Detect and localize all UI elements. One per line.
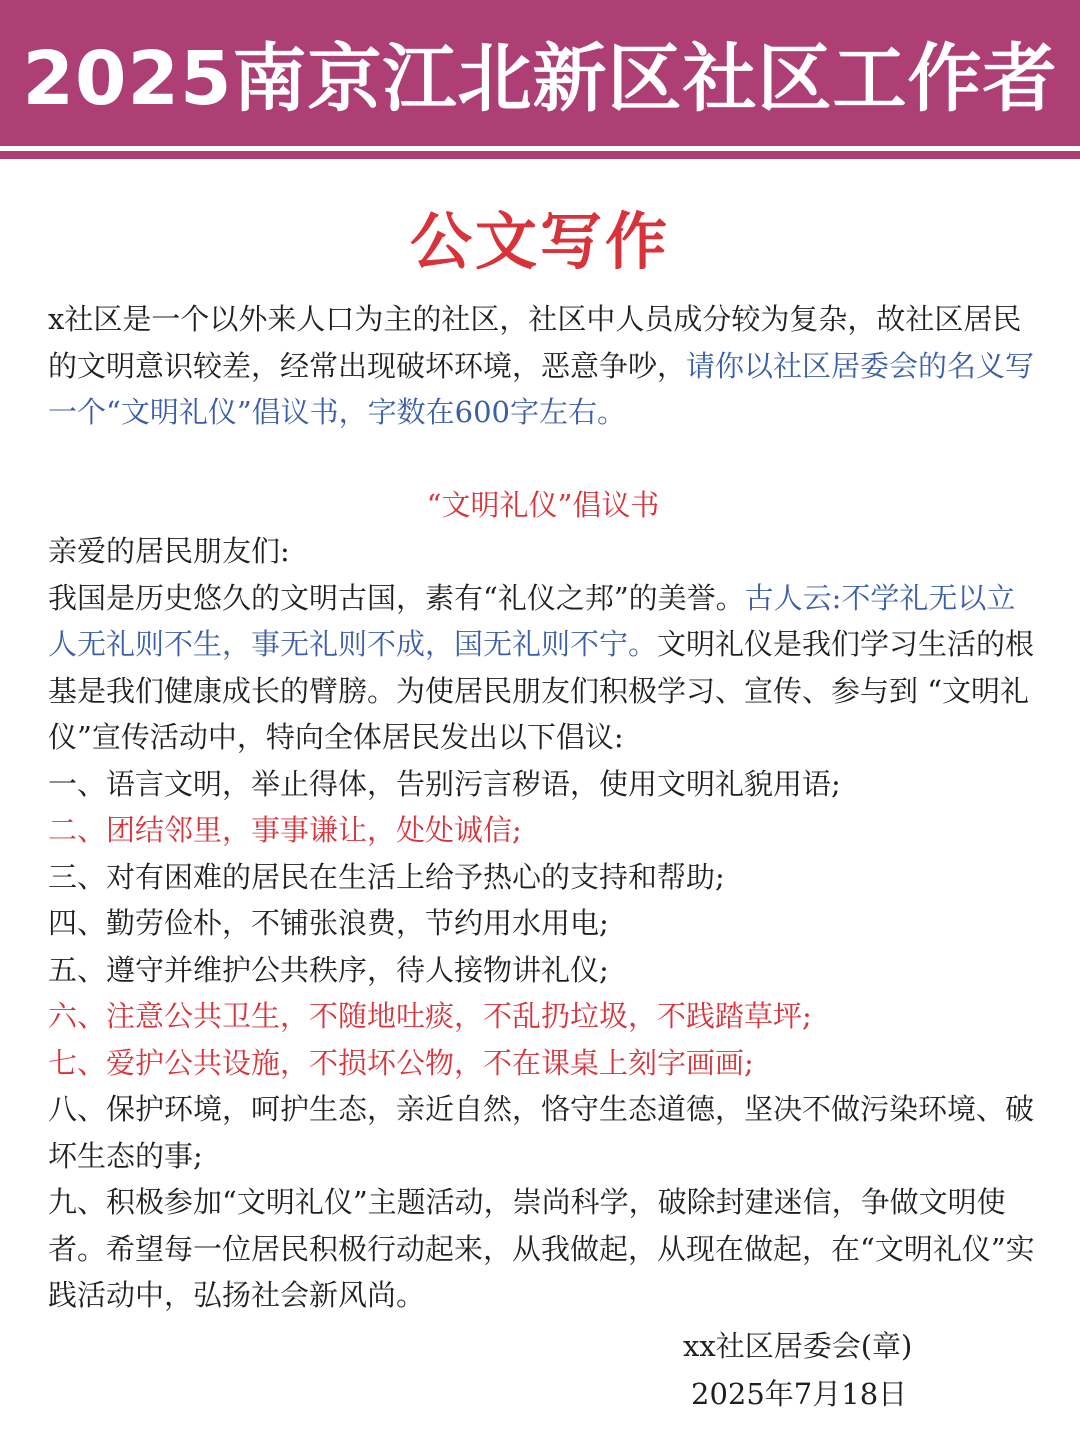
list-item: 二、团结邻里，事事谦让，处处诚信; xyxy=(48,813,522,847)
intro-quote: 古人云:不学礼无以立人无礼则不生，事无礼则不成，国无礼则不宁。 xyxy=(48,580,1016,661)
signature: xx社区居委会(章) xyxy=(683,1329,913,1363)
signature-block xyxy=(683,1322,912,1418)
section-title: 公文写作 xyxy=(409,205,670,278)
list-item: 六、注意公共卫生，不随地吐痰，不乱扔垃圾，不践踏草坪; xyxy=(48,999,812,1033)
list-item: 四、勤劳俭朴，不铺张浪费，节约用水用电; xyxy=(48,906,609,940)
list-item: 五、遵守并维护公共秩序，待人接物讲礼仪; xyxy=(48,952,609,987)
prompt-highlight: 请你以社区居委会的名义写一个“文明礼仪”倡议书，字数在600字左右。 xyxy=(48,348,1035,429)
header-banner xyxy=(0,0,1080,146)
list-item: 九、积极参加“文明礼仪”主题活动，崇尚科学，破除封建迷信，争做文明使者。希望每一位居民积极行动起来，从我做起，从现在做起，在“文明礼仪”实践活动中，弘扬社会新风尚。 xyxy=(48,1185,1035,1312)
list-item: 一、语言文明，举止得体，告别污言秽语，使用文明礼貌用语; xyxy=(48,766,841,801)
intro-text-2: 文明礼仪是我们学习生活的根基是我们健康成长的臂膀。为使居民朋友们积极学习、宣传、参与到 “文明礼仪”宣传活动中，特向全体居民发出以下倡议: xyxy=(48,627,1035,754)
letter-title: “文明礼仪”倡议书 xyxy=(426,487,660,522)
list-item: 三、对有困难的居民在生活上给予热心的支持和帮助; xyxy=(48,859,725,894)
list-item: 七、爱护公共设施，不损坏公物，不在课桌上刻字画画; xyxy=(48,1045,754,1080)
document-body xyxy=(48,296,1038,1319)
page-title: 2025南京江北新区社区工作者 xyxy=(22,36,1058,122)
letter-intro xyxy=(48,575,1038,761)
header-divider xyxy=(0,151,1080,159)
signature-date: 2025年7月18日 xyxy=(691,1377,908,1411)
prompt-text: x社区是一个以外来人口为主的社区，社区中人员成分较为复杂，故社区居民的文明意识较差，经常出现破坏环境，恶意争吵， xyxy=(48,302,1022,383)
intro-text-1: 我国是历史悠久的文明古国，素有“礼仪之邦”的美誉。 xyxy=(48,580,745,615)
prompt-paragraph xyxy=(48,296,1038,436)
letter-salutation: 亲爱的居民朋友们: xyxy=(48,534,290,568)
list-item: 八、保护环境，呵护生态，亲近自然，恪守生态道德，坚决不做污染环境、破坏生态的事; xyxy=(48,1092,1035,1173)
